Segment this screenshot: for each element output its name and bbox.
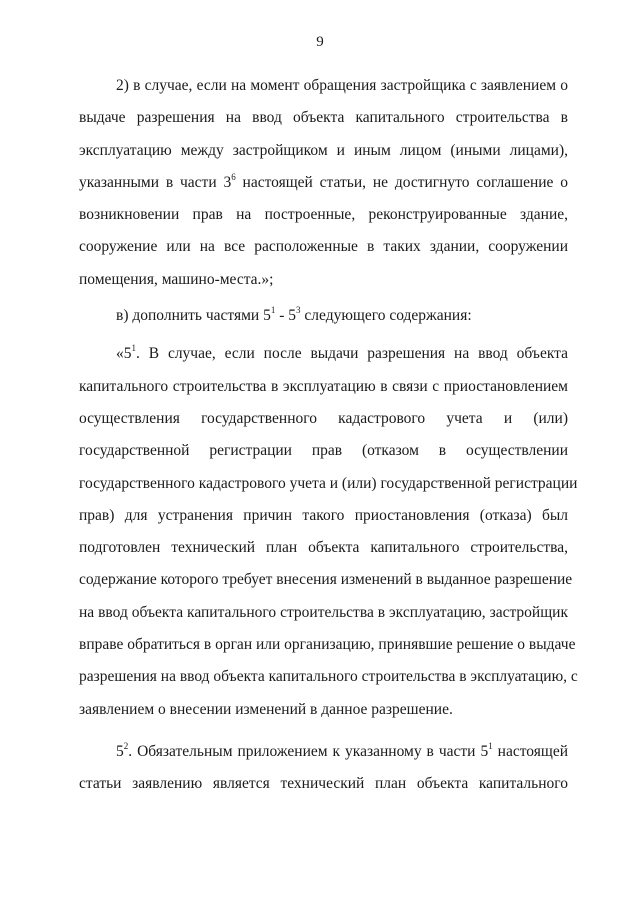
text-run: указанными в части 3 xyxy=(79,173,232,191)
text-line xyxy=(79,500,568,532)
paragraph-p2 xyxy=(79,300,568,332)
text-line xyxy=(79,736,568,768)
text-run: 2) в случае, если на момент обращения застройщика с заявлением о xyxy=(116,77,568,94)
paragraph-p1 xyxy=(79,70,568,296)
text-line xyxy=(79,597,568,629)
text-run: статьи заявлению является технический план объекта капитального xyxy=(79,775,568,793)
text-line xyxy=(79,338,568,370)
superscript: 3 xyxy=(296,304,301,315)
superscript: 6 xyxy=(231,171,236,182)
text-run: . В случае, если после выдачи разрешения на ввод объекта xyxy=(136,345,568,363)
text-run: разрешения на ввод объекта капитального строительства в эксплуатацию, с xyxy=(79,668,578,686)
text-run: «5 xyxy=(116,345,132,363)
text-line xyxy=(79,661,578,693)
superscript: 1 xyxy=(270,304,276,315)
text-run: капитального строительства в эксплуатацию в связи с приостановлением xyxy=(79,377,568,395)
text-line xyxy=(79,694,568,726)
text-run: государственного кадастрового учета и (или) государственной регистрации xyxy=(79,474,578,492)
text-run: на ввод объекта капитального строительства в эксплуатацию, застройщик xyxy=(79,603,568,621)
paragraph-p3 xyxy=(79,338,578,726)
page-number: 9 xyxy=(316,34,324,50)
text-run: возникновении прав на построенные, реконструированные здание, xyxy=(79,206,568,224)
text-line xyxy=(79,629,576,661)
text-line xyxy=(79,768,568,800)
text-line xyxy=(79,564,573,596)
text-line xyxy=(79,135,568,167)
text-run: вправе обратиться в орган или организацию, принявшие решение о выдаче xyxy=(79,636,576,654)
text-line xyxy=(79,231,568,263)
text-line xyxy=(79,371,568,403)
text-run: - 5 xyxy=(275,307,297,325)
text-line xyxy=(79,102,568,134)
text-line xyxy=(79,468,578,500)
superscript: 2 xyxy=(123,740,129,751)
text-run: государственной регистрации прав (отказом в осуществлении xyxy=(79,442,568,460)
text-run: 5 xyxy=(116,742,124,760)
text-run: выдаче разрешения на ввод объекта капитального строительства в xyxy=(79,109,568,127)
superscript: 1 xyxy=(131,343,136,354)
paragraph-p4 xyxy=(79,736,568,801)
text-line xyxy=(79,532,568,564)
text-run: сооружение или на все расположенные в таких здании, сооружении xyxy=(79,238,568,256)
text-run: настоящей xyxy=(492,742,568,760)
text-run: заявлением о внесении изменений в данное разрешение. xyxy=(79,700,453,718)
text-run: эксплуатацию между застройщиком и иным лицом (иными лицами), xyxy=(79,141,568,159)
text-line xyxy=(79,264,568,296)
text-run: в) дополнить частями 5 xyxy=(116,307,271,325)
text-run: содержание которого требует внесения изменений в выданное разрешение xyxy=(79,571,573,589)
text-line xyxy=(79,403,568,435)
text-run: помещения, машино-места.»; xyxy=(79,270,274,288)
text-run: прав) для устранения причин такого приостановления (отказа) был xyxy=(79,506,568,524)
text-line xyxy=(79,167,568,199)
text-line xyxy=(79,300,568,332)
text-run: осуществления государственного кадастрового учета и (или) xyxy=(79,409,568,427)
text-run: . Обязательным приложением к указанному в части 5 xyxy=(128,742,489,760)
text-line xyxy=(79,199,568,231)
text-run: настоящей статьи, не достигнуто соглашение о xyxy=(235,173,568,191)
text-line xyxy=(79,70,568,102)
text-run: следующего содержания: xyxy=(300,307,472,325)
superscript: 1 xyxy=(488,740,493,751)
text-line xyxy=(79,435,568,467)
text-run: подготовлен технический план объекта капитального строительства, xyxy=(79,539,568,557)
document-body xyxy=(79,70,578,801)
